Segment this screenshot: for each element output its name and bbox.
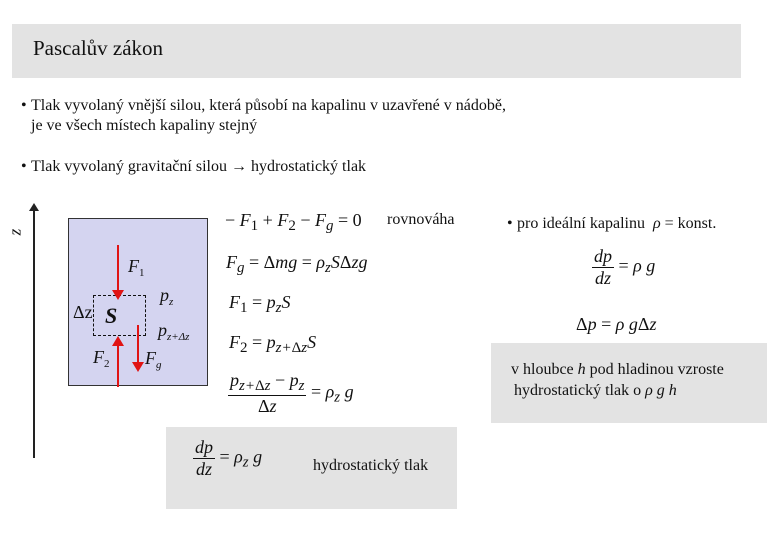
equation-differential: $\frac{dp}{dz}$ = $\rho_z$ g xyxy=(195,437,263,479)
force-f2-arrow-shaft xyxy=(117,345,119,387)
force-f2-arrow-head-icon xyxy=(112,336,124,346)
slide-title: Pascalův zákon xyxy=(33,36,164,60)
label-area-s: S xyxy=(105,303,118,328)
arrow-right-icon: → xyxy=(230,158,247,175)
bullet-ideal-liquid xyxy=(507,214,716,234)
bullet-pascal xyxy=(21,96,621,136)
equation-ideal-differential: $\frac{dp}{dz}$ = ρ g xyxy=(594,246,656,288)
label-pz: $p_z$ xyxy=(160,285,174,308)
force-f1-arrow-shaft xyxy=(117,245,119,295)
depth-note-line-1: v hloubce h pod hladinou vzroste xyxy=(511,361,724,378)
force-f1-arrow-head-icon xyxy=(112,290,124,300)
label-pz-dz: $p_{z+\Delta z}$ xyxy=(158,320,190,343)
label-f2: $F_2$ xyxy=(93,347,110,370)
equation-force-balance: − $F_1 + F_2 - F_g = 0$ xyxy=(225,210,362,234)
rho-symbol: ρ xyxy=(648,215,661,232)
ideal-prefix: pro ideální kapalinu xyxy=(517,215,645,232)
z-axis-arrow-icon xyxy=(29,203,39,211)
equation-f2: $F_2 = p_{z+\Delta z}S$ xyxy=(229,332,317,356)
pascal-line-2: je ve všech místech kapaliny stejný xyxy=(31,117,258,134)
equation-f1: $F_1 = p_zS$ xyxy=(229,292,291,316)
bullet-dot: • xyxy=(21,97,27,114)
label-f1: $F_1$ xyxy=(128,256,145,279)
equation-ideal-delta: Δp = ρ gΔz xyxy=(576,314,657,334)
pascal-line-1: Tlak vyvolaný vnější silou, která působí na kapalinu v uzavřené v nádobě, xyxy=(31,97,506,114)
balance-note: rovnováha xyxy=(387,211,455,228)
gravity-prefix: Tlak vyvolaný gravitační silou xyxy=(31,158,227,175)
bullet-dot: • xyxy=(21,158,27,175)
bullet-gravity xyxy=(21,157,366,177)
equation-pressure-gradient: $\frac{p_{z+\Delta z} - p_z}{\Delta z}$ = $\rho_z$ g xyxy=(230,370,354,416)
hydrostatic-note: hydrostatický tlak xyxy=(313,457,429,474)
z-axis-line xyxy=(33,208,35,458)
ideal-suffix: = konst. xyxy=(664,215,717,232)
force-fg-arrow-shaft xyxy=(137,325,139,365)
force-fg-arrow-head-icon xyxy=(132,362,144,372)
equation-gravity-force: $F_g = \Delta mg = \rho_zS\Delta zg$ xyxy=(226,252,368,276)
gravity-suffix: hydrostatický tlak xyxy=(250,158,367,175)
label-fg: $F_g$ xyxy=(145,348,162,371)
bullet-dot: • xyxy=(507,215,513,232)
label-dz: Δz xyxy=(73,302,93,322)
z-axis-label: z xyxy=(5,228,25,236)
depth-note-line-2: hydrostatický tlak o ρ g h xyxy=(514,382,677,399)
